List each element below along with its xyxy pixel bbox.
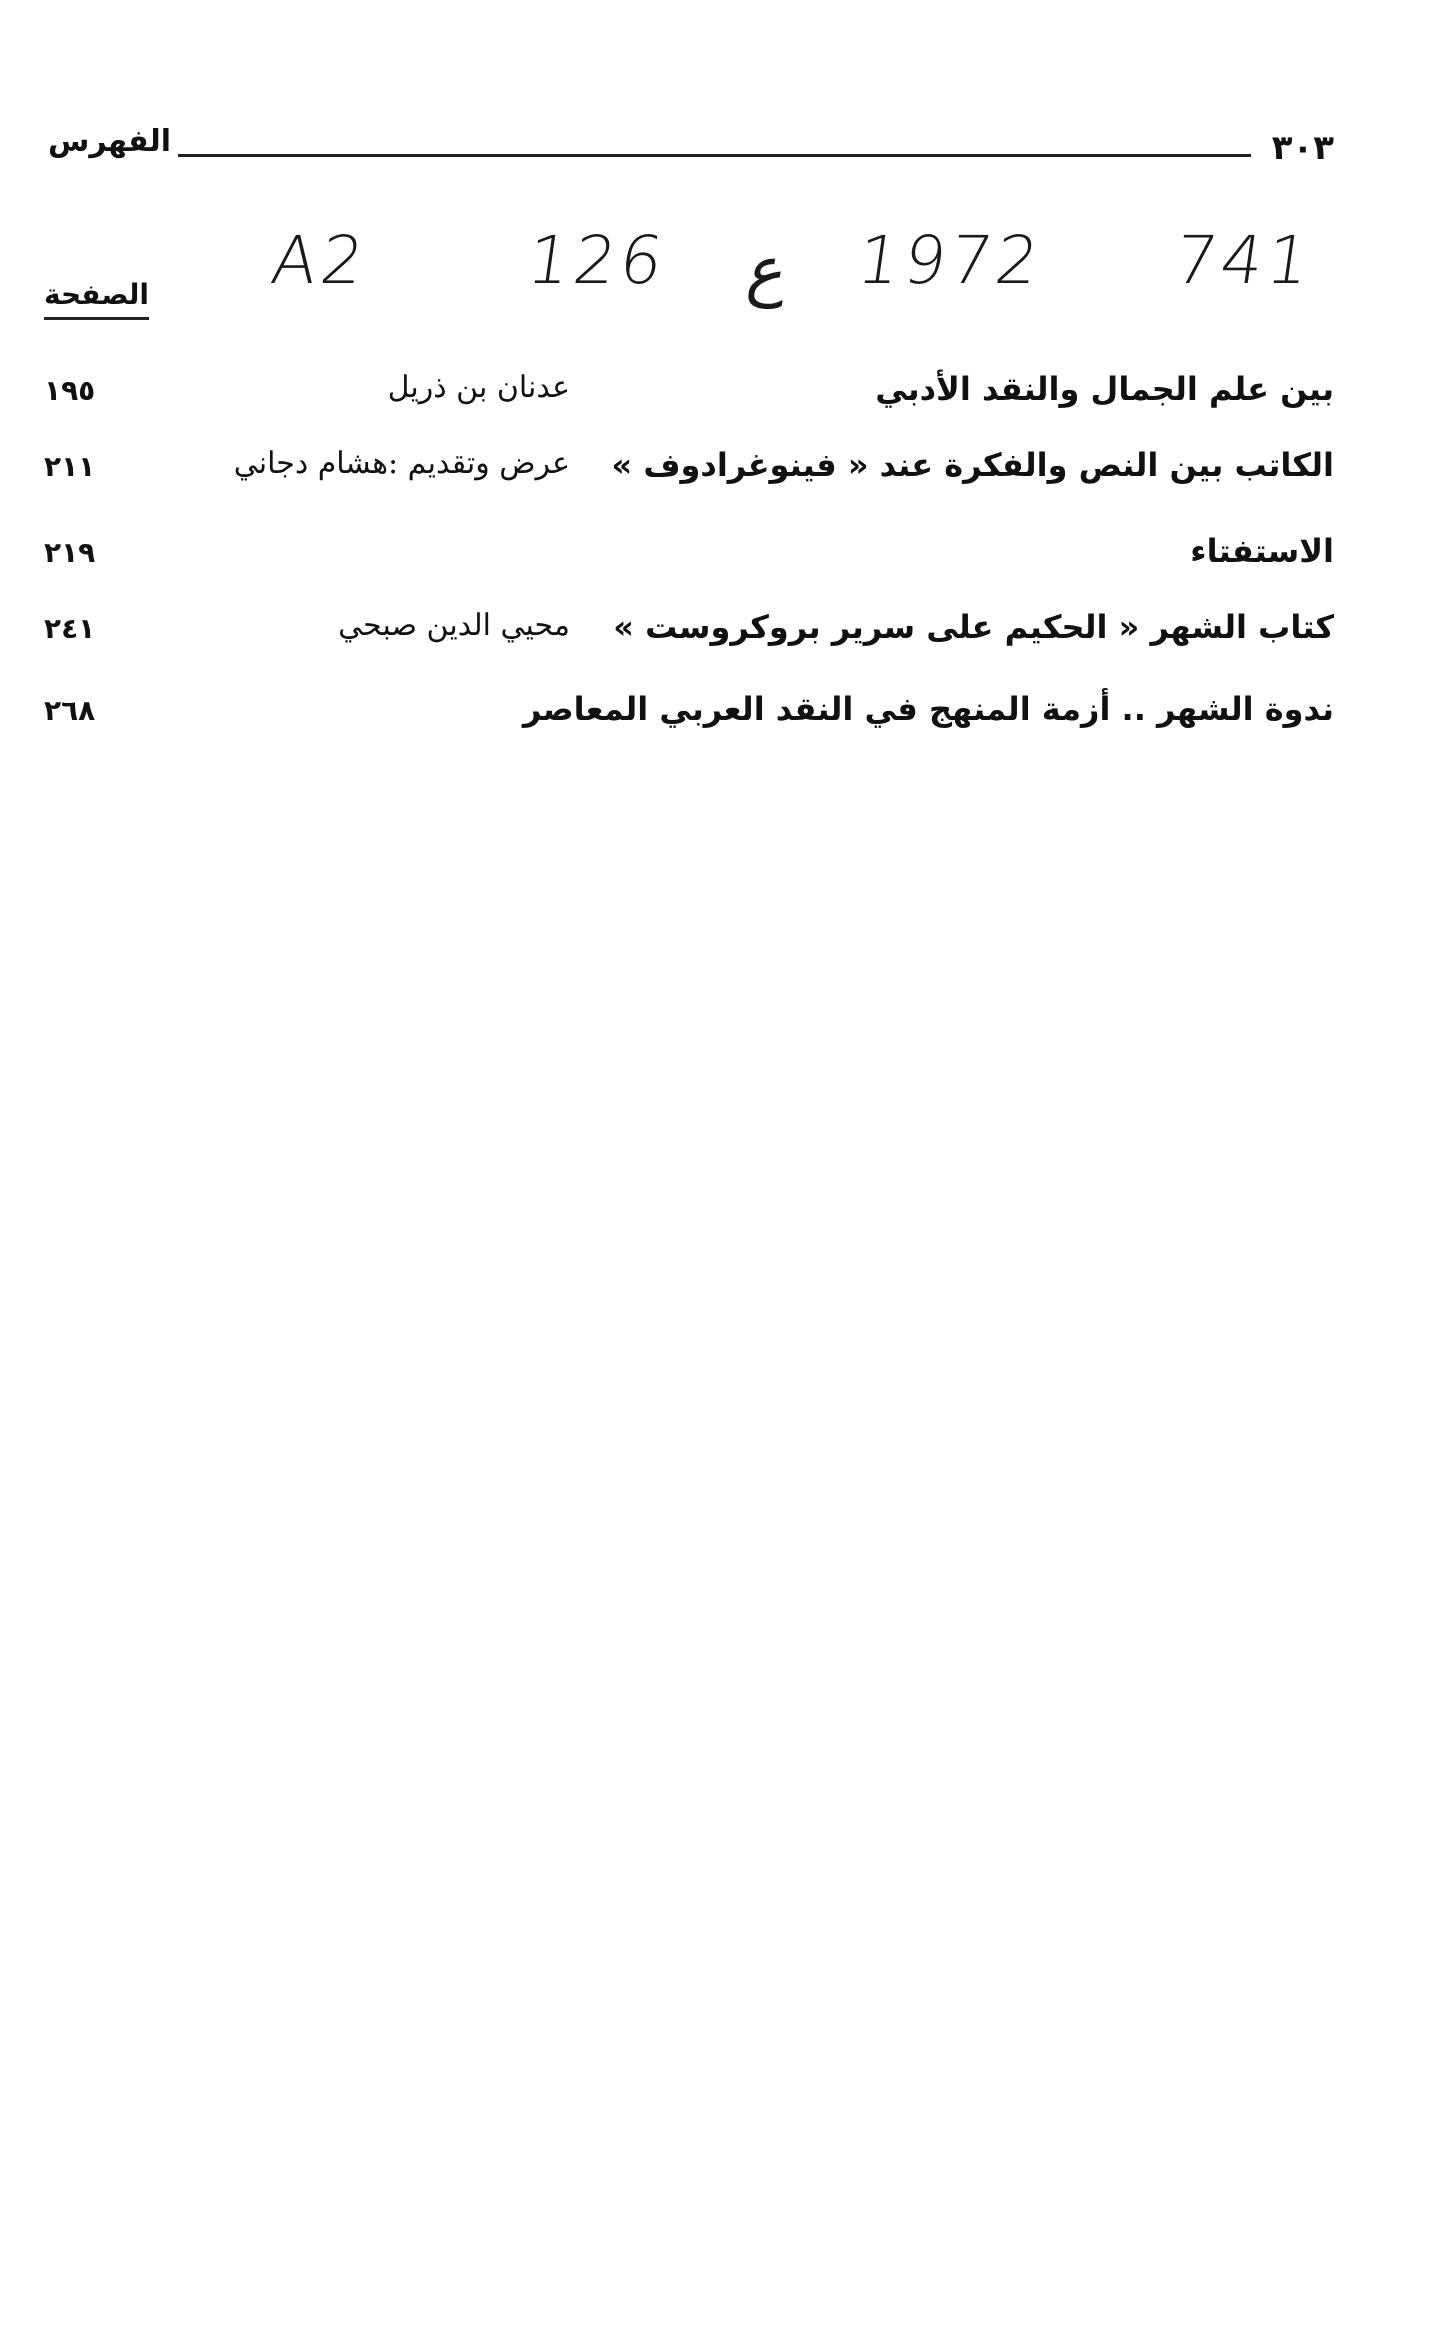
toc-entry-author: عرض وتقديم :هشام دجاني bbox=[233, 446, 570, 481]
toc-entry-author: عدنان بن ذريل bbox=[387, 370, 570, 405]
toc-entry bbox=[40, 690, 1334, 746]
handwritten-issue-number: 126 bbox=[522, 222, 672, 299]
handwritten-catalog-number: 741 bbox=[1169, 222, 1319, 299]
header-page-number: ٣٠٣ bbox=[1271, 128, 1334, 168]
toc-entry-title: كتاب الشهر « الحكيم على سرير بروكروست » bbox=[613, 608, 1334, 646]
toc-entry-title: ندوة الشهر .. أزمة المنهج في النقد العربي المعاصر bbox=[522, 690, 1334, 728]
toc-entry bbox=[40, 532, 1334, 588]
toc-entry bbox=[40, 608, 1334, 664]
toc-entry-page: ٢١٩ bbox=[44, 536, 96, 569]
handwritten-arabic-letter: ع bbox=[742, 232, 793, 309]
toc-entry bbox=[40, 370, 1334, 426]
toc-entry-page: ٢٤١ bbox=[44, 612, 96, 645]
toc-entry-title: الاستفتاء bbox=[1190, 532, 1334, 570]
header-section-title: الفهرس bbox=[48, 124, 172, 159]
page-column-header: الصفحة bbox=[44, 278, 149, 320]
handwritten-shelf-code: A2 bbox=[266, 222, 373, 299]
toc-entry-title: الكاتب بين النص والفكرة عند « فينوغرادوف » bbox=[611, 446, 1334, 484]
header-rule bbox=[178, 154, 1251, 157]
toc-entry-title: بين علم الجمال والنقد الأدبي bbox=[875, 370, 1334, 408]
toc-entry-author: محيي الدين صبحي bbox=[338, 608, 570, 643]
toc-entry-page: ٢٦٨ bbox=[44, 694, 96, 727]
toc-entry bbox=[40, 446, 1334, 502]
toc-entry-page: ٢١١ bbox=[44, 450, 96, 483]
handwritten-year: 1972 bbox=[852, 222, 1048, 299]
toc-entry-page: ١٩٥ bbox=[44, 374, 96, 407]
